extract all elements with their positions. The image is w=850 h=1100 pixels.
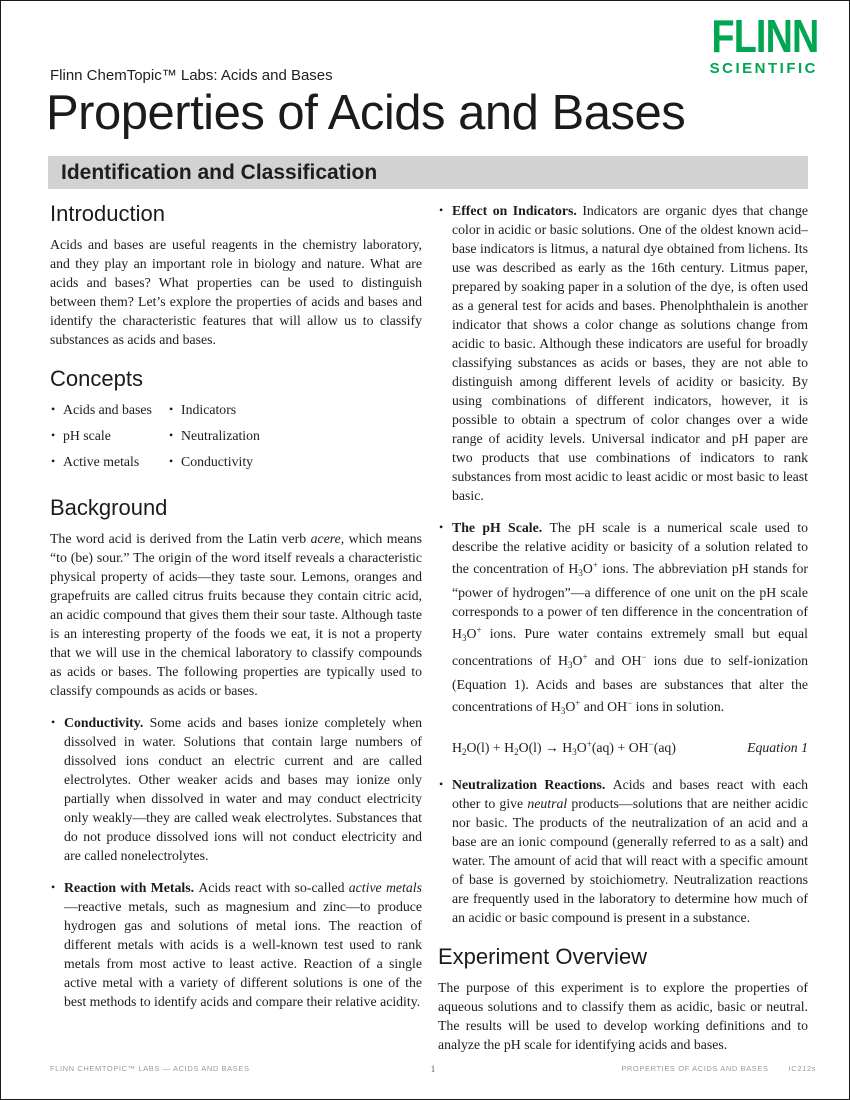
equation-label: Equation 1: [747, 740, 808, 755]
concepts-column-2: [168, 400, 260, 478]
bullet-conductivity: • Conductivity. Some acids and bases ionize completely when dissolved in water. Solutions that contain large numbers of dissolved ions conduct an electric current and are called electrolytes. Other weaker acids and bases may ionize only partially when dissolved in water and may conduct electricity only weakly—they are called weak electrolytes. Substances that do not produce dissolved ions will not conduct electricity and are called nonelectrolytes.: [50, 713, 422, 865]
background-paragraph: The word acid is derived from the Latin verb acere, which means “to (be) sour.” The origin of the word itself reveals a characteristic physical property of acids—they taste sour. Lemons, oranges and grapefruits are called citrus fruits because they contain citric acid, an acidic compound that gives them their sour taste. Although taste is an interesting property of the foods we eat, it is not a property that we will use in the chemical laboratory to classify compounds as acids or bases. The following properties are typically used to classify compounds as acids or bases.: [50, 531, 422, 698]
bullet-reaction-with-metals: • Reaction with Metals. Acids react with so-called active metals—reactive metals, such as magnesium and zinc—to produce hydrogen gas and solutions of metal ions. The reaction of different metals with acids is a well-known test used to rank metals from most active to least active. Reaction of a single active metal with a variety of different solutions is one of the best methods to identify acids and compare their relative acidity.: [50, 878, 422, 1011]
experiment-overview-heading: Experiment Overview: [438, 944, 648, 969]
flinn-scientific-logo: [688, 10, 818, 77]
footer-doc-code: IC212s: [788, 1064, 816, 1073]
page-footer: [50, 1064, 816, 1073]
footer-left-text: FLINN CHEMTOPIC™ LABS — ACIDS AND BASES: [50, 1064, 250, 1073]
concept-item: • Active metals: [50, 452, 168, 471]
bullet-effect-on-indicators: • Effect on Indicators. Indicators are organic dyes that change color in acidic or basic solutions. One of the oldest known acid–base indicators is litmus, a natural dye obtained from lichens. Its use was described as early as the 16th century. Litmus paper, prepared by soaking paper in a solution of the dye, is often used as a general test for acids and bases. Phenolphthalein is another indicator that shows a color change as solutions change from acidic to basic. Although these indicators are useful for broadly classifying substances as acids or bases, they are not able to distinguish among different levels of acidity or basicity. By using combinations of different indicators, however, it is possible to obtain a spectrum of color changes over a wide range of acidity levels. Universal indicator and pH paper are two products that use combinations of indicators to rank substances from most acidic to least acidic or most basic to least basic.: [438, 201, 808, 505]
introduction-heading: Introduction: [50, 201, 165, 226]
concepts-heading: Concepts: [50, 366, 143, 391]
equation-formula: $H_2O(l) + H_2O(l) \to H_3O^+(aq) + OH^-(aq)$: [452, 739, 676, 757]
page-title: Properties of Acids and Bases: [46, 86, 686, 140]
left-column: [50, 198, 422, 1011]
concept-item: • Indicators: [168, 400, 260, 419]
logo-scientific-text: SCIENTIFIC: [709, 60, 818, 77]
background-heading: Background: [50, 495, 168, 520]
introduction-paragraph: Acids and bases are useful reagents in the chemistry laboratory, and they play an important role in biology and nature. What are acids and bases? What properties can be used to distinguish between them? Let’s explore the properties of acids and bases and identify the characteristic features that will allow us to classify substances as acids and bases.: [50, 237, 422, 347]
section-banner: Identification and Classification: [48, 156, 808, 189]
experiment-overview-paragraph: The purpose of this experiment is to explore the properties of aqueous solutions and to classify them as acidic, basic or neutral. The results will be used to develop working definitions and to analyze the pH scale for identifying acids and bases.: [438, 980, 808, 1052]
series-eyebrow: Flinn ChemTopic™ Labs: Acids and Bases: [50, 67, 333, 84]
concept-item: • pH scale: [50, 426, 168, 445]
concept-item: • Neutralization: [168, 426, 260, 445]
footer-right-text: PROPERTIES OF ACIDS AND BASES: [621, 1064, 769, 1073]
concept-item: • Conductivity: [168, 452, 260, 471]
bullet-ph-scale: • The pH Scale. The pH scale is a numerical scale used to describe the relative acidity or basicity of a solution related to the concentration of $H_3O^+$ ions. The abbreviation pH stands for “power of hydrogen”—a difference of one unit on the pH scale corresponds to a power of ten difference in the concentration of $H_3O^+$ ions. Pure water contains extremely small but equal concentrations of $H_3O^+$ and OH− ions due to self-ionization (Equation 1). Acids and bases are substances that alter the concentrations of $H_3O^+$ and OH− ions in solution.: [438, 518, 808, 721]
bullet-neutralization-reactions: • Neutralization Reactions. Acids and bases react with each other to give neutral products—solutions that are neither acidic nor basic. The products of the neutralization of an acid and a base are an ionic compound (generally referred to as a salt) and water. The amount of acid that will react with a specific amount of base is governed by stoichiometry. Neutralization reactions are frequently used in the laboratory to determine how much of an acidic or basic compound is present in a substance.: [438, 775, 808, 927]
logo-flinn-text: FLINN: [711, 10, 818, 62]
concepts-column-1: [50, 400, 168, 478]
concept-item: • Acids and bases: [50, 400, 168, 419]
equation-1: [452, 735, 808, 762]
right-column: [438, 198, 808, 1054]
page-number: 1: [430, 1064, 436, 1074]
concepts-list: [50, 400, 422, 478]
